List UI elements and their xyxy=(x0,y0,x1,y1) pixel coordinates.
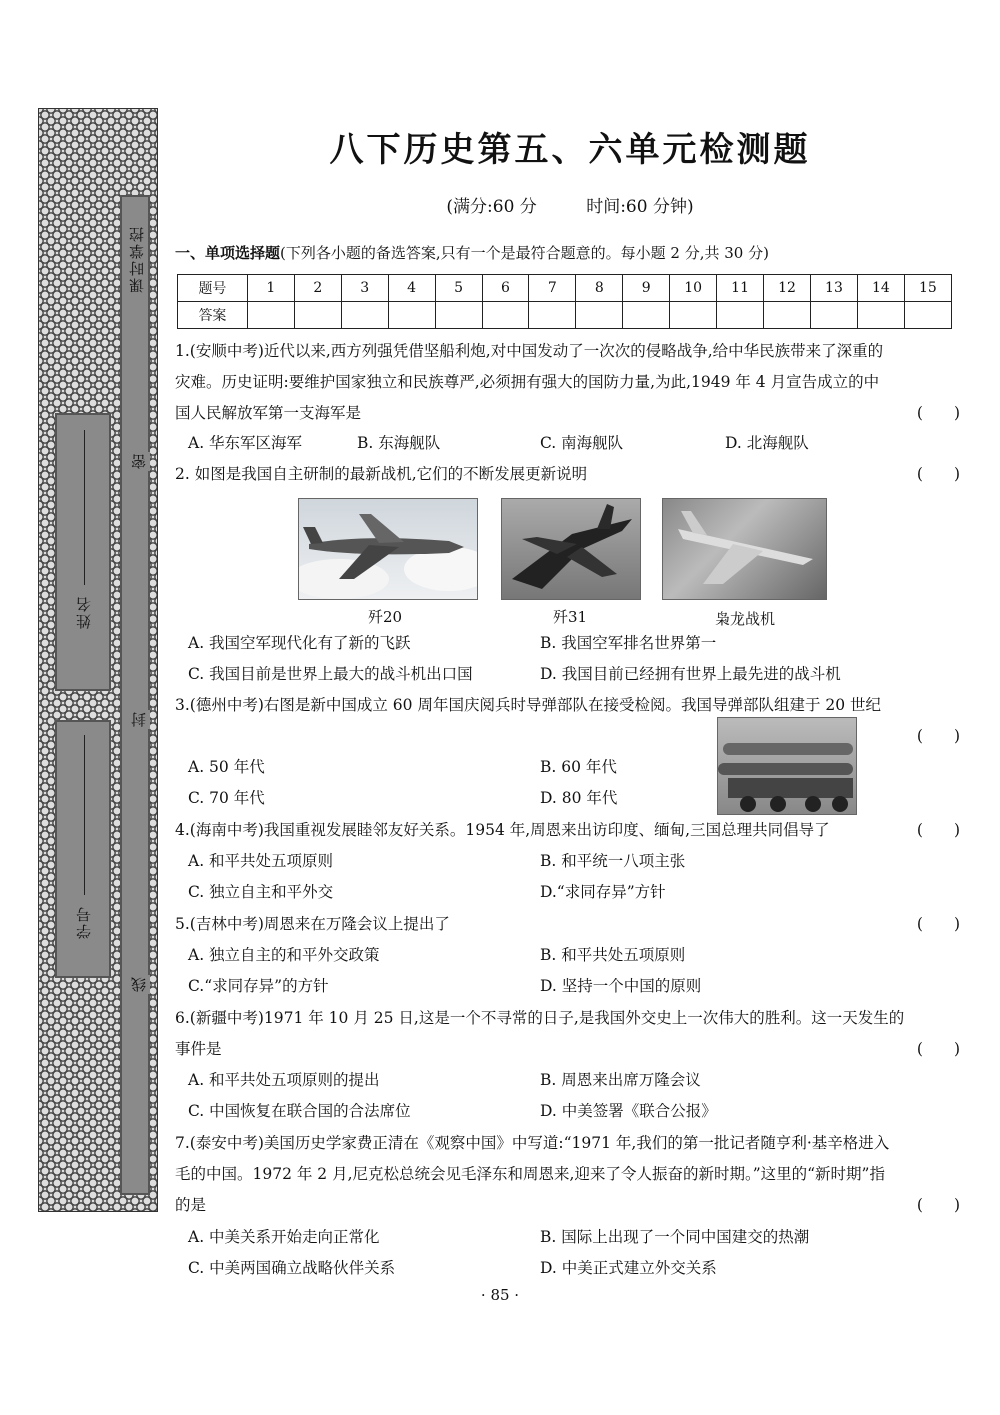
number-row xyxy=(178,275,952,302)
answer-cell[interactable] xyxy=(764,302,811,329)
option-a[interactable]: A. 中美关系开始走向正常化 xyxy=(188,1228,380,1246)
caption-j31: 歼31 xyxy=(552,608,588,626)
jf17-photo xyxy=(662,498,827,600)
question-text: 的是 xyxy=(175,1196,207,1214)
answer-cell[interactable] xyxy=(857,302,904,329)
row-label: 题号 xyxy=(178,275,248,302)
answer-bracket: ( ) xyxy=(916,1040,960,1058)
time-text: 时间:60 分钟) xyxy=(586,197,694,217)
question-5 xyxy=(175,909,960,940)
option-b[interactable]: B. 我国空军排名世界第一 xyxy=(540,634,717,652)
question-text: 5.(吉林中考)周恩来在万隆会议上提出了 xyxy=(175,915,450,933)
name-box xyxy=(55,413,111,691)
option-a[interactable]: A. 独立自主的和平外交政策 xyxy=(188,946,380,964)
option-b[interactable]: B. 60 年代 xyxy=(540,758,617,776)
caption-jf17: 枭龙战机 xyxy=(714,610,775,628)
question-2 xyxy=(175,459,960,490)
option-a[interactable]: A. 我国空军现代化有了新的飞跃 xyxy=(188,634,411,652)
option-b[interactable]: B. 周恩来出席万隆会议 xyxy=(540,1071,701,1089)
option-b[interactable]: B. 东海舰队 xyxy=(357,434,441,452)
option-b[interactable]: B. 和平统一八项主张 xyxy=(540,852,686,870)
name-underline xyxy=(84,430,85,585)
aircraft-image xyxy=(502,499,641,600)
answer-row xyxy=(178,302,952,329)
j20-photo xyxy=(298,498,478,600)
option-c[interactable]: C.“求同存异”的方针 xyxy=(188,977,329,995)
section-heading xyxy=(175,242,769,263)
option-c[interactable]: C. 中国恢复在联合国的合法席位 xyxy=(188,1102,411,1120)
exam-info xyxy=(170,192,970,217)
question-6 xyxy=(175,1003,960,1065)
option-d[interactable]: D. 北海舰队 xyxy=(725,434,809,452)
option-a[interactable]: A. 华东军区海军 xyxy=(188,434,303,452)
answer-cell[interactable] xyxy=(576,302,623,329)
option-a[interactable]: A. 和平共处五项原则 xyxy=(188,852,334,870)
seal-mi: 密 xyxy=(127,452,150,471)
answer-cell[interactable] xyxy=(435,302,482,329)
answer-bracket: ( ) xyxy=(916,915,960,933)
caption-j20: 歼20 xyxy=(367,608,403,626)
name-label: 姓名 xyxy=(75,595,93,629)
cell-number: 15 xyxy=(904,275,951,302)
answer-bracket: ( ) xyxy=(916,821,960,839)
number-underline xyxy=(84,735,85,895)
question-text: 事件是 xyxy=(175,1040,222,1058)
question-text: 3.(德州中考)右图是新中国成立 60 周年国庆阅兵时导弹部队在接受检阅。我国导弹部队组建于 20 世纪 xyxy=(175,696,882,714)
answer-cell[interactable] xyxy=(247,302,294,329)
answer-cell[interactable] xyxy=(904,302,951,329)
answer-cell[interactable] xyxy=(623,302,670,329)
answer-cell[interactable] xyxy=(529,302,576,329)
section-title: 一、单项选择题 xyxy=(175,244,281,262)
answer-table xyxy=(177,274,952,329)
answer-bracket: ( ) xyxy=(916,1196,960,1214)
cell-number: 14 xyxy=(857,275,904,302)
question-text: 6.(新疆中考)1971 年 10 月 25 日,这是一个不寻常的日子,是我国外交史上一次伟大的胜利。这一天发生的 xyxy=(175,1009,905,1027)
aircraft-image xyxy=(663,499,827,600)
aircraft-image xyxy=(299,499,478,600)
answer-cell[interactable] xyxy=(388,302,435,329)
question-1 xyxy=(175,336,960,429)
option-b[interactable]: B. 和平共处五项原则 xyxy=(540,946,686,964)
cell-number: 9 xyxy=(623,275,670,302)
answer-cell[interactable] xyxy=(294,302,341,329)
question-text: 7.(泰安中考)美国历史学家费正清在《观察中国》中写道:“1971 年,我们的第一批记者随亨利·基辛格进入 xyxy=(175,1134,890,1152)
class-hours-box xyxy=(120,195,150,1195)
question-text: 2. 如图是我国自主研制的最新战机,它们的不断发展更新说明 xyxy=(175,465,588,483)
cell-number: 1 xyxy=(247,275,294,302)
answer-cell[interactable] xyxy=(717,302,764,329)
option-d[interactable]: D. 80 年代 xyxy=(540,789,618,807)
page-number: · 85 · xyxy=(480,1286,520,1304)
seal-feng: 封 xyxy=(127,710,150,729)
cell-number: 5 xyxy=(435,275,482,302)
option-d[interactable]: D. 中美正式建立外交关系 xyxy=(540,1259,717,1277)
question-text: 1.(安顺中考)近代以来,西方列强凭借坚船利炮,对中国发动了一次次的侵略战争,给中华民族带来了深重的 xyxy=(175,342,884,360)
section-note: (下列各小题的备选答案,只有一个是最符合题意的。每小题 2 分,共 30 分) xyxy=(280,244,769,262)
page-title: 八下历史第五、六单元检测题 xyxy=(329,130,811,170)
number-label: 学号 xyxy=(75,905,93,939)
cell-number: 8 xyxy=(576,275,623,302)
option-d[interactable]: D.“求同存异”方针 xyxy=(540,883,666,901)
question-4 xyxy=(175,815,960,846)
cell-number: 2 xyxy=(294,275,341,302)
question-7 xyxy=(175,1128,960,1221)
option-d[interactable]: D. 坚持一个中国的原则 xyxy=(540,977,702,995)
answer-bracket: ( ) xyxy=(916,727,960,745)
cell-number: 10 xyxy=(670,275,717,302)
option-d[interactable]: D. 我国目前已经拥有世界上最先进的战斗机 xyxy=(540,665,841,683)
option-c[interactable]: C. 中美两国确立战略伙伴关系 xyxy=(188,1259,396,1277)
cell-number: 7 xyxy=(529,275,576,302)
option-c[interactable]: C. 独立自主和平外交 xyxy=(188,883,334,901)
number-box xyxy=(55,720,111,978)
option-a[interactable]: A. 50 年代 xyxy=(188,758,265,776)
cell-number: 4 xyxy=(388,275,435,302)
answer-cell[interactable] xyxy=(482,302,529,329)
j31-photo xyxy=(501,498,641,600)
option-c[interactable]: C. 70 年代 xyxy=(188,789,265,807)
answer-cell[interactable] xyxy=(811,302,858,329)
seal-xian: 线 xyxy=(127,975,150,994)
class-hours-label: 课时掌控 xyxy=(128,225,146,293)
question-text: 毛的中国。1972 年 2 月,尼克松总统会见毛泽东和周恩来,迎来了令人振奋的新时期。”这里的“新时期”指 xyxy=(175,1165,885,1183)
row-label: 答案 xyxy=(178,302,248,329)
answer-cell[interactable] xyxy=(670,302,717,329)
option-b[interactable]: B. 国际上出现了一个同中国建交的热潮 xyxy=(540,1228,810,1246)
cell-number: 11 xyxy=(717,275,764,302)
option-d[interactable]: D. 中美签署《联合公报》 xyxy=(540,1102,717,1120)
question-text: 灾难。历史证明:要维护国家独立和民族尊严,必须拥有强大的国防力量,为此,1949 年 4 月宣告成立的中 xyxy=(175,373,880,391)
answer-bracket: ( ) xyxy=(916,465,960,483)
option-a[interactable]: A. 和平共处五项原则的提出 xyxy=(188,1071,380,1089)
option-c[interactable]: C. 南海舰队 xyxy=(540,434,624,452)
question-text: 国人民解放军第一支海军是 xyxy=(175,404,362,422)
score-text: (满分:60 分 xyxy=(446,197,537,217)
cell-number: 3 xyxy=(341,275,388,302)
option-c[interactable]: C. 我国目前是世界上最大的战斗机出口国 xyxy=(188,665,473,683)
missile-parade-photo xyxy=(717,717,857,815)
question-text: 4.(海南中考)我国重视发展睦邻友好关系。1954 年,周恩来出访印度、缅甸,三国总理共同倡导了 xyxy=(175,821,830,839)
cell-number: 12 xyxy=(764,275,811,302)
cell-number: 6 xyxy=(482,275,529,302)
missile-image xyxy=(718,718,857,815)
cell-number: 13 xyxy=(811,275,858,302)
answer-cell[interactable] xyxy=(341,302,388,329)
answer-bracket: ( ) xyxy=(916,404,960,422)
